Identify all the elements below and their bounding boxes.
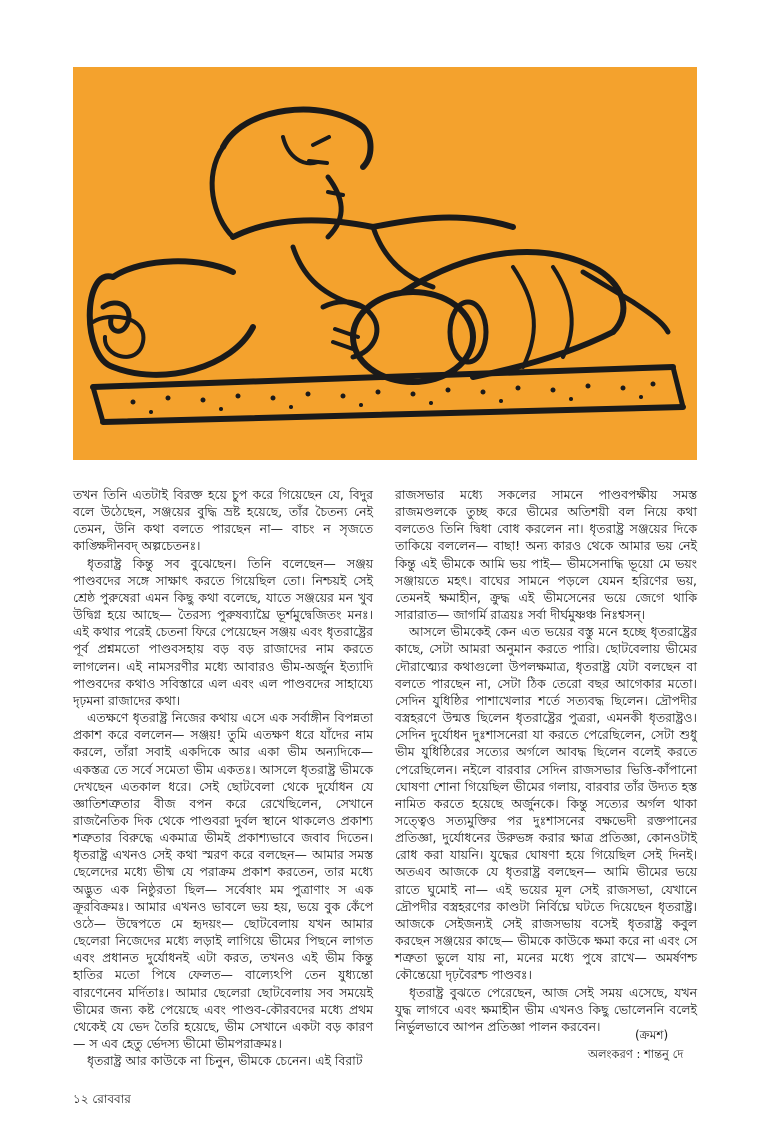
article-paragraph: আসলে ভীমকেই কেন এত ভয়ের বস্তু মনে হচ্ছে ধৃতরাষ্ট্রের কাছে, সেটা আমরা অনুমান করতে পারি। ছোটবেলায় ভীমের দৌরাত্ম্যের কথাগুলো উপলক্ষমাত্র, ধৃতরাষ্ট্র যেটা বলছেন বা বলতে পারছেন না, সেটা ঠিক তেরো বছর আগেকার মতো। সেদিন যুধিষ্ঠির পাশাখেলার শর্তে সত্যবদ্ধ ছিলেন। দ্রৌপদীর বস্ত্রহরণে উন্মত্ত ছিলেন ধৃতরাষ্ট্রের পুত্ররা, এমনকী ধৃতরাষ্ট্রও। সেদিন দুর্যোধন দুঃশাসনেরা যা করতে পেরেছিলেন, সেটা শুধু ভীম যুধিষ্ঠিরের সত্যের অর্গলে আবদ্ধ ছিলেন বলেই করতে পেরেছিলেন। নইলে বারবার সেদিন রাজসভার ভিত্তি-কাঁপানো ঘোষণা শোনা গিয়েছিল ভীমের গলায়, বারবার তাঁর উদ্যত হস্ত নামিত করতে হয়েছে অর্জুনকে। কিন্তু সত্যের অর্গল থাকা সত্ত্বেও সত্যমুক্তির পর দুঃশাসনের বক্ষভেদী রক্তপানের প্রতিজ্ঞা, দুর্যোধনের উরুভঙ্গ করার ক্ষাত্র প্রতিজ্ঞা, কোনওটাই রোধ করা যায়নি। যুদ্ধের ঘোষণা হয়ে গিয়েছিল সেই দিনই। অতএব আজকে যে ধৃতরাষ্ট্র বলছেন— আমি ভীমের ভয়ে রাতে ঘুমোই না— এই ভয়ের মূল সেই রাজসভা, যেখানে দ্রৌপদীর বস্ত্রহরণের কাণ্ডটা নির্বিঘ্নে ঘটতে দিয়েছেন ধৃতরাষ্ট্র। আজকে সেইজন্যই সেই রাজসভায় বসেই ধৃতরাষ্ট্র কবুল করছেন সঞ্জয়ের কাছে— ভীমকে কাউকে ক্ষমা করে না এবং সে শত্রুতা ভুলে যায় না, মনের মধ্যে পুষে রাখে— অমর্ষণশ্চ কৌন্তেয়ো দৃঢ়বৈরশ্চ পাণ্ডবঃ। — [395, 624, 697, 983]
article-paragraph: ধৃতরাষ্ট্র বুঝতে পেরেছেন, আজ সেই সময় এসেছে, যখন যুদ্ধ লাগবে এবং ক্ষমাহীন ভীম এখনও কিছু ভোলেননি বলেই নির্ভুলভাবে আপন প্রতিজ্ঞা পালন করবেন। — [395, 984, 697, 1034]
page-footer — [73, 1091, 131, 1111]
article-paragraph: তখন তিনি এতটাই বিরক্ত হয়ে চুপ করে গিয়েছেন যে, বিদুর বলে উঠেছেন, সঞ্জয়ের বুদ্ধি ভ্রষ্ট হয়েছে, তাঁর চৈতন্য নেই তেমন, উনি কথা বলতে পারছেন না— বাচং ন সৃজতে কাঙ্ক্ষিদীনবদ্ অল্পচেতনঃ। — [73, 487, 373, 554]
article-paragraph: ধৃতরাষ্ট্র কিন্তু সব বুঝেছেন। তিনি বলেছেন— সঞ্জয় পাণ্ডবদের সঙ্গে সাক্ষাৎ করতে গিয়েছিল তো। নিশ্চয়ই সেই শ্রেষ্ঠ পুরুষেরা এমন কিছু কথা বলেছে, যাতে সঞ্জয়ের মন খুব উদ্বিগ্ন হয়ে আছে— তৈরস্য পুরুষব্যাঘ্রৈ ভূর্শমুদ্বেজিতং মনঃ। এই কথার পরেই চেতনা ফিরে পেয়েছেন সঞ্জয় এবং ধৃতরাষ্ট্রের পূর্ব প্রশ্নমতো পাণ্ডবসহায় বড় বড় রাজাদের নাম করতে লাগলেন। এই নামসরণীর মধ্যে আবারও ভীম-অর্জুন ইত্যাদি পাণ্ডবদের কথাও সবিস্তারে এল এবং এল পাণ্ডবদের সাহায্যে দৃঢ়মনা রাজাদের কথা। — [73, 555, 373, 708]
page-number: ১২ — [73, 1092, 89, 1106]
article-paragraph: এতক্ষণে ধৃতরাষ্ট্র নিজের কথায় এসে এক সর্বাঙ্গীন বিপন্নতা প্রকাশ করে বললেন— সঞ্জয়! তুমি এতক্ষণ ধরে যাঁদের নাম করলে, তাঁরা সবাই একদিকে আর একা ভীম অন্যদিকে— একস্তত্র তে সর্বে সমেতা ভীম একতঃ। আসলে ধৃতরাষ্ট্র ভীমকে দেখছেন এতকাল ধরে। সেই ছোটবেলা থেকে দুর্যোধন যে জ্ঞাতিশত্রুতার বীজ বপন করে রেখেছিলেন, সেখানে রাজনৈতিক দিক থেকে পাণ্ডবরা দুর্বল স্থানে থাকলেও প্রকাশ্য শত্রুতার বিরুদ্ধে একমাত্র ভীমই প্রকাশ্যভাবে জবাব দিতেন। ধৃতরাষ্ট্র এখনও সেই কথা স্মরণ করে বলছেন— আমার সমস্ত ছেলেদের মধ্যে ভীষ্ম যে পরাক্রম প্রকাশ করতেন, তার মধ্যে অদ্ভুত এক নিষ্ঠুরতা ছিল— সর্বেষাং মম পুত্রাণাং স এক ক্রূরবিক্রমঃ। আমার এখনও ভাবলে ভয় হয়, ভয়ে বুক কেঁপে ওঠে— উদ্বেপতে মে হৃদয়ং— ছোটবেলায় যখন আমার ছেলেরা নিজেদের মধ্যে লড়াই লাগিয়ে ভীমের পিছনে লাগত এবং প্রধানত দুর্যোধনই এটা করত, তখনও এই ভীম কিন্তু হাতির মতো পিষে ফেলত— বাল্যেঽপি তেন যুধ্যন্তো বারণেনেব মর্দিতাঃ। আমার ছেলেরা ছোটবেলায় সব সময়েই ভীমের জন্য কষ্ট পেয়েছে এবং পাণ্ডব-কৌরবদের মধ্যে প্রথম থেকেই যে ভেদ তৈরি হয়েছে, ভীম সেখানে একটা বড় কারণ— স এব হেতু র্ভেদস্য ভীমো ভীমপরাক্রমঃ। — [73, 710, 373, 1051]
article-right-column — [395, 486, 697, 1035]
article-paragraph: রাজসভার মধ্যে সকলের সামনে পাণ্ডবপক্ষীয় সমস্ত রাজমণ্ডলকে তুচ্ছ করে ভীমের অতিশয়ী বল নিয়ে কথা বলতেও তিনি দ্বিধা বোধ করলেন না। ধৃতরাষ্ট্র সঞ্জয়ের দিকে তাকিয়ে বললেন— বাছা! অন্য কারও থেকে আমার ভয় নেই কিন্তু এই ভীমকে আমি ভয় পাই— ভীমসেনাদ্ধি ভূয়ো মে ভয়ং সঞ্জায়তে মহৎ। বাঘের সামনে পড়লে যেমন হরিণের ভয়, তেমনই ক্ষমাহীন, ক্রুদ্ধ এই ভীমসেনের ভয়ে জেগে থাকি সারারাত— জাগর্মি রাত্রয়ঃ সর্বা দীর্ঘমুষ্ণঞ্চ নিঃশ্বসন্। — [395, 487, 697, 623]
article-illustration — [73, 67, 697, 460]
continued-marker: (ক্রমশ) — [635, 1028, 669, 1042]
publication-name: রোববার — [92, 1092, 131, 1106]
article-left-column — [73, 486, 373, 1069]
article-paragraph: ধৃতরাষ্ট্র আর কাউকে না চিনুন, ভীমকে চেনেন। এই বিরাট — [87, 1053, 363, 1069]
reclining-figure-illustration — [73, 67, 697, 460]
illustration-credit: অলংকরণ : শান্তনু দে — [588, 1047, 684, 1061]
